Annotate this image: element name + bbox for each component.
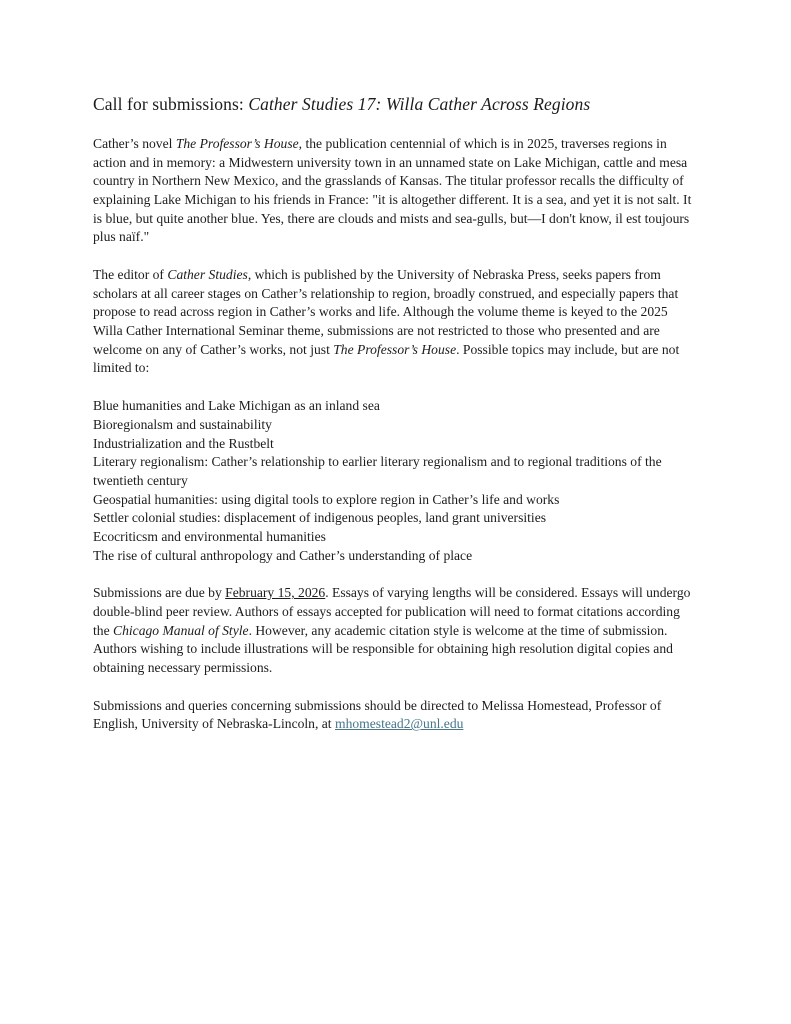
deadline-date: February 15, 2026 <box>225 585 326 601</box>
paragraph-editor <box>93 266 699 378</box>
topic-item: Literary regionalism: Cather’s relationship to earlier literary regionalism and to regional traditions of the twentieth century <box>93 454 662 488</box>
editor-book-title: The Professor’s House <box>333 341 457 357</box>
topic-item: Geospatial humanities: using digital tools to explore region in Cather’s life and works <box>93 491 560 507</box>
paragraph-deadline <box>93 584 699 677</box>
deadline-text-end: . However, any academic citation style is welcome at the time of submission. Authors wishing to include illustrations will be responsible for obtaining high resolution digital copies and obtaining necessary permissions. <box>93 622 673 676</box>
topic-item: Industrialization and the Rustbelt <box>93 435 274 451</box>
deadline-text: Submissions are due by <box>93 585 226 601</box>
topic-item: Ecocriticsm and environmental humanities <box>93 528 326 544</box>
intro-text: Cather’s novel <box>93 135 176 151</box>
editor-text-mid: , which is published by the University of Nebraska Press, seeks papers from scholars at all career stages on Cather’s relationship to region, broadly construed, and especially papers that propose to read across region in Cather’s works and life. Although the volume theme is keyed to the 2025 Willa Cather International Seminar theme, submissions are not restricted to those who presented and are welcome on any of Cather’s works, not just <box>93 267 679 357</box>
paragraph-contact <box>93 697 699 734</box>
topics-list <box>93 397 699 565</box>
intro-book-title: The Professor’s House <box>175 135 299 151</box>
editor-text-end: . Possible topics may include, but are not limited to: <box>93 341 680 376</box>
topic-item: Blue humanities and Lake Michigan as an inland sea <box>93 398 380 414</box>
editor-journal-title: Cather Studies <box>167 267 248 282</box>
title-prefix: Call for submissions: <box>93 94 249 114</box>
page-title <box>93 94 699 116</box>
topic-item: The rise of cultural anthropology and Cather’s understanding of place <box>93 547 473 563</box>
intro-text-rest: , the publication centennial of which is in 2025, traverses regions in action and in memory: a Midwestern university town in an unnamed state on Lake Michigan, cattle and mesa country in Northern New Mexico, and the grasslands of Kansas. The titular professor recalls the difficulty of explaining Lake Michigan to his friends in France: "it is altogether different. It is a sea, and yet it is not salt. It is blue, but quite another blue. Yes, there are clouds and mists and sea-gulls, but—I don't know, il est toujours plus naïf." <box>93 135 692 245</box>
topic-item: Bioregionalsm and sustainability <box>93 416 272 432</box>
deadline-style-guide: Chicago Manual of Style <box>113 622 249 638</box>
title-italic: Cather Studies 17: Willa Cather Across Regions <box>248 94 591 114</box>
editor-text: The editor of <box>93 267 168 282</box>
deadline-text-mid: . Essays of varying lengths will be considered. Essays will undergo double-blind peer review. Authors of essays accepted for publication will need to format citations according the <box>93 585 691 638</box>
topic-item: Settler colonial studies: displacement of indigenous peoples, land grant universities <box>93 510 547 526</box>
paragraph-intro <box>93 135 699 247</box>
contact-text: Submissions and queries concerning submissions should be directed to Melissa Homestead, Professor of English, University of Nebraska-Lincoln, at <box>93 697 662 732</box>
email-link[interactable]: mhomestead2@unl.edu <box>335 716 464 732</box>
